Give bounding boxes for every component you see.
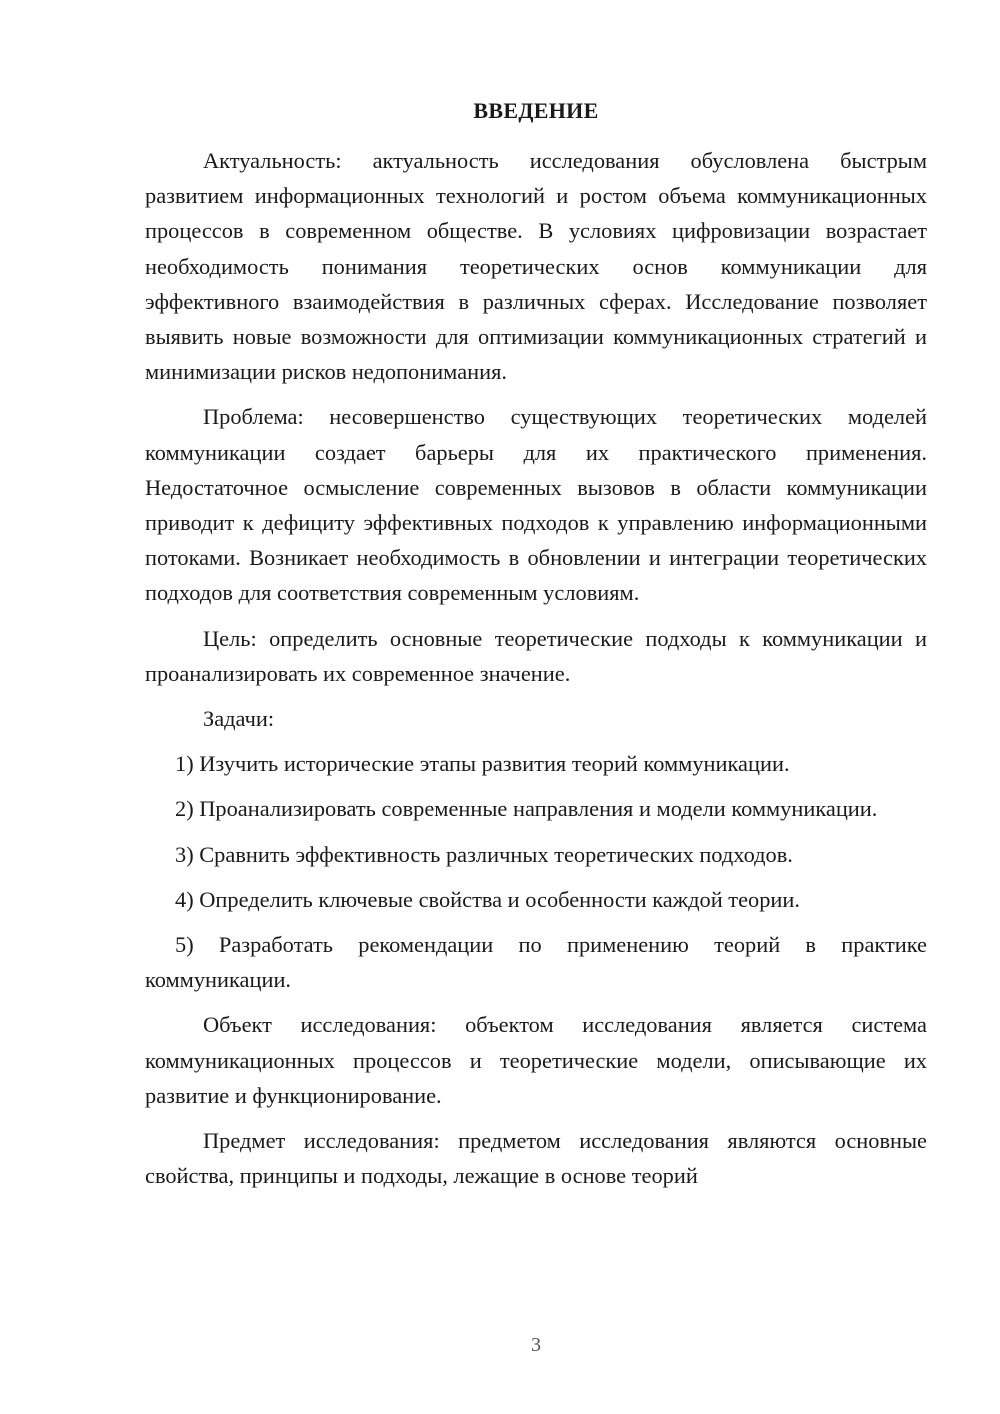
section-heading: ВВЕДЕНИЕ [473,98,599,123]
task-item-1: 1) Изучить исторические этапы развития теорий коммуникации. [175,751,790,777]
task-item-2: 2) Проанализировать современные направления и модели коммуникации. [175,796,878,822]
object-paragraph: Объект исследования: объектом исследования является система коммуникационных процессов и теоретические модели, описывающие их развитие и функционирование. [145,1012,927,1108]
subject-paragraph: Предмет исследования: предметом исследования являются основные свойства, принципы и подходы, лежащие в основе теорий [145,1128,927,1189]
goal-paragraph: Цель: определить основные теоретические подходы к коммуникации и проанализировать их современное значение. [145,625,927,686]
tasks-label: Задачи: [203,706,275,732]
document-body [145,143,927,1193]
relevance-paragraph: Актуальность: актуальность исследования обусловлена быстрым развитием информационных технологий и ростом объема коммуникационных процессов в современном обществе. В условиях цифровизации возрастает необходимость понимания теоретических основ коммуникации для эффективного взаимодействия в различных сферах. Исследование позволяет выявить новые возможности для оптимизации коммуникационных стратегий и минимизации рисков недопонимания. [145,148,927,385]
task-item-3: 3) Сравнить эффективность различных теоретических подходов. [175,841,793,867]
task-item-4: 4) Определить ключевые свойства и особенности каждой теории. [175,886,800,912]
task-item-5: 5) Разработать рекомендации по применению теорий в практике коммуникации. [145,932,927,993]
problem-paragraph: Проблема: несовершенство существующих теоретических моделей коммуникации создает барьеры для их практического применения. Недостаточное осмысление современных вызовов в области коммуникации приводит к дефициту эффективных подходов к управлению информационными потоками. Возникает необходимость в обновлении и интеграции теоретических подходов для соответствия современным условиям. [145,404,927,606]
page-number: 3 [531,1334,541,1356]
